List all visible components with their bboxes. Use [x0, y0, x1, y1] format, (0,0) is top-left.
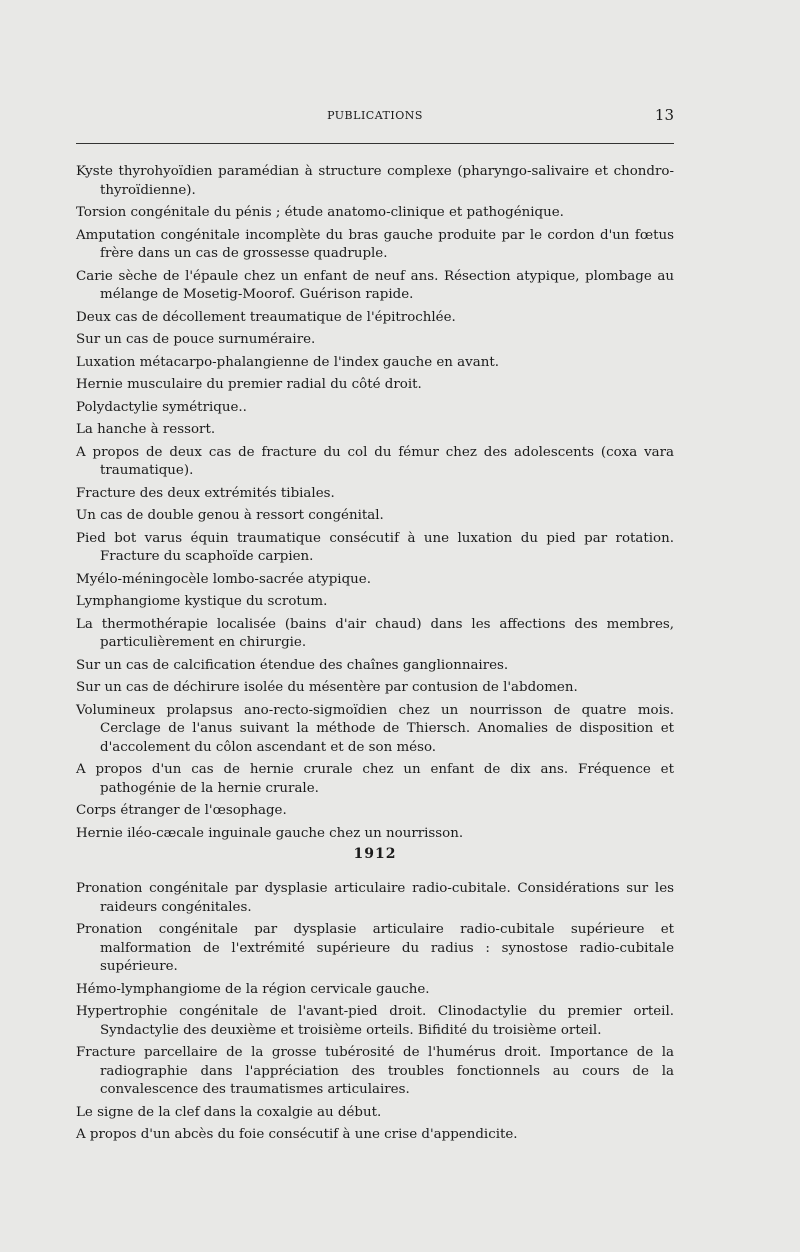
publication-entry: Pied bot varus équin traumatique consécutif à une luxation du pied par rotation. Fracture du scaphoïde carpien.	[76, 530, 674, 564]
publication-entry: A propos d'un abcès du foie consécutif à une crise d'appendicite.	[76, 1127, 518, 1142]
publication-entry: Hypertrophie congénitale de l'avant-pied droit. Clinodactylie du premier orteil. Syndactylie des deuxième et troisième orteils. Bifidité du troisième orteil.	[76, 1004, 674, 1038]
publication-entry: Hernie iléo-cæcale inguinale gauche chez un nourrisson.	[76, 825, 464, 841]
publication-entry: Kyste thyrohyoïdien paramédian à structure complexe (pharyngo-salivaire et chondro-thyroïdienne).	[76, 164, 674, 198]
publication-entry: Pronation congénitale par dysplasie articulaire radio-cubitale supérieure et malformation de l'extrémité supérieure du radius : synostose radio-cubitale supérieure.	[76, 922, 674, 974]
publication-entry: La thermothérapie localisée (bains d'air chaud) dans les affections des membres, particulièrement en chirurgie.	[76, 616, 674, 650]
publication-entry: Luxation métacarpo-phalangienne de l'index gauche en avant.	[76, 354, 499, 370]
publication-entry: A propos d'un cas de hernie crurale chez un enfant de dix ans. Fréquence et pathogénie de la hernie crurale.	[76, 762, 674, 796]
publication-entry: Deux cas de décollement treaumatique de l'épitrochlée.	[76, 309, 456, 325]
running-title: PUBLICATIONS	[327, 109, 423, 122]
publication-entry: Un cas de double genou à ressort congénital.	[76, 508, 384, 523]
publication-entry: Corps étranger de l'œsophage.	[76, 803, 287, 818]
publication-entry: Le signe de la clef dans la coxalgie au début.	[76, 1104, 382, 1120]
publication-entry: La hanche à ressort.	[76, 422, 216, 437]
publication-list-before	[76, 163, 674, 847]
publication-entry: A propos de deux cas de fracture du col du fémur chez des adolescents (coxa vara traumatique).	[76, 444, 674, 478]
publication-entry: Sur un cas de calcification étendue des chaînes ganglionnaires.	[76, 657, 509, 673]
publication-entry: Volumineux prolapsus ano-recto-sigmoïdien chez un nourrisson de quatre mois. Cerclage de l'anus suivant la méthode de Thiersch. Anomalies de disposition et d'accolement du côlon ascendant et de son méso.	[76, 702, 674, 755]
publication-entry: Sur un cas de déchirure isolée du mésentère par contusion de l'abdomen.	[76, 680, 578, 695]
publication-entry: Hernie musculaire du premier radial du côté droit.	[76, 377, 422, 392]
page-header	[76, 106, 674, 126]
publication-entry: Myélo-méningocèle lombo-sacrée atypique.	[76, 571, 371, 587]
header-rule	[76, 143, 674, 144]
publication-entry: Fracture des deux extrémités tibiales.	[76, 485, 335, 501]
page-number: 13	[654, 106, 674, 124]
publication-entry: Fracture parcellaire de la grosse tubérosité de l'humérus droit. Importance de la radiographie dans l'appréciation des troubles fonctionnels au cours de la convalescence des traumatismes articulaires.	[76, 1045, 674, 1097]
publication-entry: Pronation congénitale par dysplasie articulaire radio-cubitale. Considérations sur les raideurs congénitales.	[76, 881, 674, 915]
publication-list-after	[76, 880, 674, 1149]
publication-entry: Lymphangiome kystique du scrotum.	[76, 594, 328, 609]
publication-entry: Carie sèche de l'épaule chez un enfant de neuf ans. Résection atypique, plombage au mélange de Mosetig-Moorof. Guérison rapide.	[76, 268, 674, 302]
year-heading: 1912	[353, 846, 397, 862]
publication-entry: Polydactylie symétrique..	[76, 399, 247, 415]
publication-entry: Torsion congénitale du pénis ; étude anatomo-clinique et pathogénique.	[76, 205, 564, 220]
publication-entry: Hémo-lymphangiome de la région cervicale gauche.	[76, 981, 430, 997]
publication-entry: Amputation congénitale incomplète du bras gauche produite par le cordon d'un fœtus frère dans un cas de grossesse quadruple.	[76, 227, 674, 261]
publication-entry: Sur un cas de pouce surnuméraire.	[76, 332, 316, 347]
